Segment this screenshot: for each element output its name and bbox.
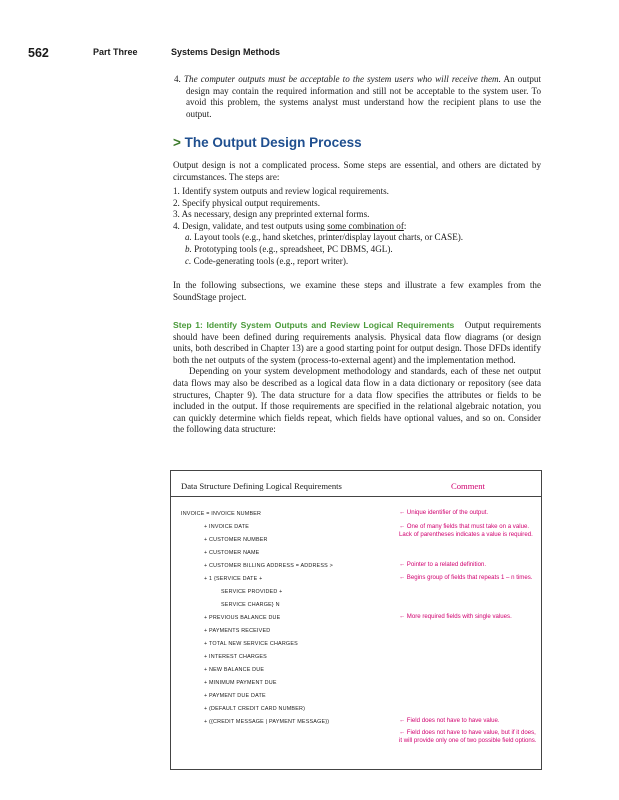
- data-structure-table: [170, 470, 542, 770]
- ds-line: SERVICE PROVIDED +: [221, 589, 283, 595]
- table-header-comment: Comment: [451, 481, 485, 491]
- page-number: 562: [28, 46, 49, 60]
- ds-line: + (DEFAULT CREDIT CARD NUMBER): [204, 706, 306, 712]
- sub-step: b. Prototyping tools (e.g., spreadsheet, PC DBMS, 4GL).: [185, 243, 393, 254]
- ds-line: + CUSTOMER NAME: [204, 550, 260, 556]
- subsections-paragraph: In the following subsections, we examine these steps and illustrate a few examples from the SoundStage project.: [173, 280, 541, 302]
- caret-icon: >: [173, 135, 181, 150]
- intro-block: [173, 160, 541, 183]
- section-heading: [173, 135, 362, 150]
- step-item: 2. Specify physical output requirements.: [173, 197, 320, 208]
- ds-line: + CUSTOMER NUMBER: [204, 537, 268, 543]
- intro-paragraph: Output design is not a complicated process. Some steps are essential, and others are dictated by circumstances. The steps are:: [173, 160, 541, 182]
- sub-step: a. Layout tools (e.g., hand sketches, printer/display layout charts, or CASE).: [185, 232, 464, 243]
- item-4-text: An output design may contain the required information and still not be acceptable to the system user. To avoid this problem, the systems analyst must understand how the recipient plans to use the output.: [186, 74, 541, 119]
- step-item-4: 4. Design, validate, and test outputs using some combination of:: [173, 220, 407, 231]
- ds-line: + TOTAL NEW SERVICE CHARGES: [204, 641, 298, 647]
- ds-line: + INVOICE DATE: [204, 524, 250, 530]
- sub-step: c. Code-generating tools (e.g., report writer).: [185, 255, 349, 266]
- ds-line: INVOICE = INVOICE NUMBER: [181, 511, 262, 517]
- table-header-left: Data Structure Defining Logical Requirements: [181, 481, 342, 491]
- ds-line: + ({CREDIT MESSAGE | PAYMENT MESSAGE}): [204, 719, 330, 725]
- ds-line: + NEW BALANCE DUE: [204, 667, 265, 673]
- comment: ← Field does not have to have value.: [399, 717, 500, 724]
- part-label: Part Three: [93, 47, 138, 57]
- ds-line: + PREVIOUS BALANCE DUE: [204, 615, 281, 621]
- heading-title: The Output Design Process: [184, 135, 362, 150]
- ds-line: + CUSTOMER BILLING ADDRESS = ADDRESS >: [204, 563, 333, 569]
- steps-list: [173, 186, 541, 267]
- ds-line: + 1 {SERVICE DATE +: [204, 576, 263, 582]
- comment: ← Begins group of fields that repeats 1 – n times.: [399, 574, 533, 581]
- ds-line: + INTEREST CHARGES: [204, 654, 267, 660]
- ds-line: + PAYMENTS RECEIVED: [204, 628, 271, 634]
- comment: ← Pointer to a related definition.: [399, 561, 487, 568]
- step1-title: Step 1: Identify System Outputs and Review Logical Requirements: [173, 320, 455, 330]
- step1-block: [173, 320, 541, 436]
- comment: ← Unique identifier of the output.: [399, 509, 489, 516]
- step1-text: Output requirements should have been defined during requirements analysis. Physical data flow diagrams (or design units, both described in Chapter 13) are a good starting point for output design. Those DFDs identify both the net outputs of the system (process-to-external agent) and the implementation method.: [173, 320, 541, 365]
- depending-paragraph: Depending on your system development methodology and standards, each of these net output data flows may also be described as a logical data flow in a data dictionary or repository (see data structures, Chapter 9). The data structure for a data flow specifies the attributes or fields to be included in the output. If those requirements are specified in the relational algebraic notation, you can quickly determine which fields repeat, which fields have optional values, and so on. Consider the following data structure:: [173, 366, 541, 435]
- section-title: Systems Design Methods: [171, 47, 281, 57]
- ds-line: + PAYMENT DUE DATE: [204, 693, 266, 699]
- comment: ← One of many fields that must take on a value. Lack of parentheses indicates a value is required.: [399, 523, 533, 538]
- table-divider: [171, 496, 541, 497]
- comment: ← Field does not have to have value, but if it does, it will provide only one of two possible field options.: [399, 729, 537, 744]
- step-item: 3. As necessary, design any preprinted external forms.: [173, 209, 370, 220]
- ds-line: SERVICE CHARGE} N: [221, 602, 280, 608]
- ds-line: + MINIMUM PAYMENT DUE: [204, 680, 277, 686]
- item-4-italic: The computer outputs must be acceptable to the system users who will receive them.: [183, 74, 501, 84]
- page-header: [28, 46, 588, 62]
- step-item: 1. Identify system outputs and review logical requirements.: [173, 186, 389, 196]
- item-4: 4. The computer outputs must be acceptable to the system users who will receive them. An output design may contain the required information and still not be acceptable to the system user. To avoid this problem, the systems analyst must understand how the recipient plans to use the output.: [174, 74, 541, 119]
- comment: ← More required fields with single values.: [399, 613, 512, 620]
